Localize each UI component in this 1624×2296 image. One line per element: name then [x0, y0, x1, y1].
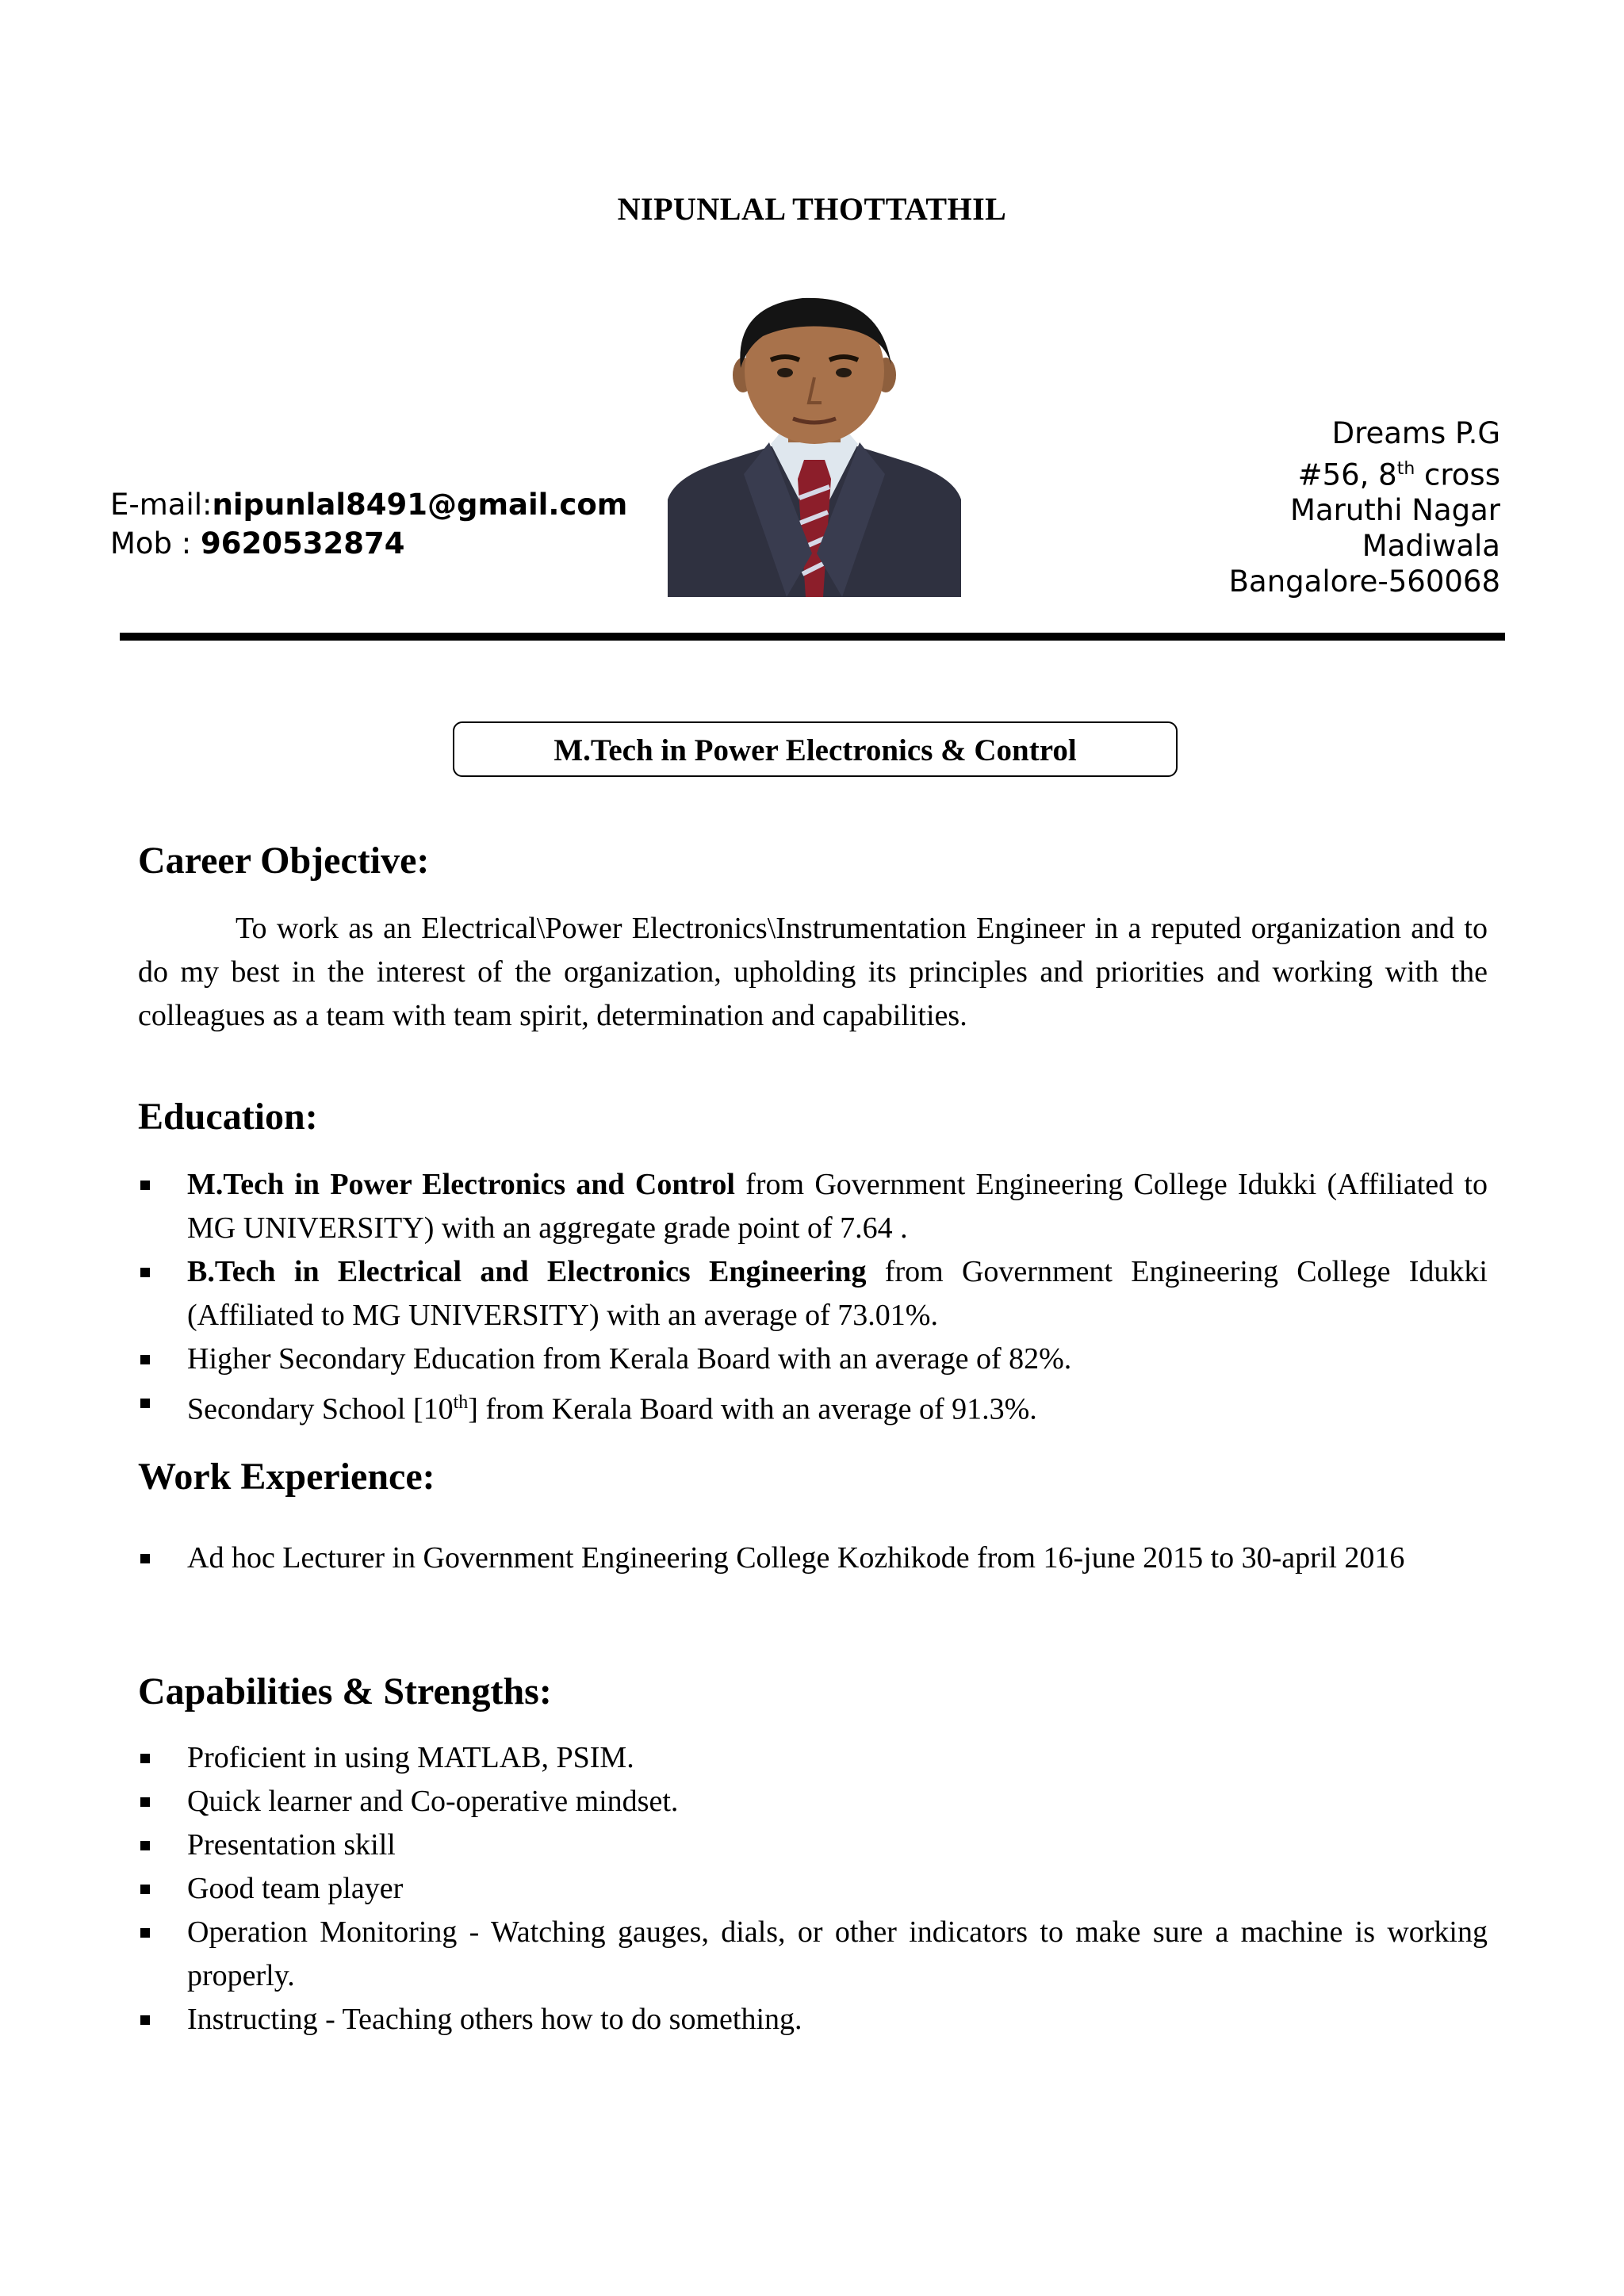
list-item: [138, 1823, 1488, 1867]
career-objective-heading: Career Objective:: [138, 840, 430, 882]
candidate-name: NIPUNLAL THOTTATHIL: [617, 191, 1007, 227]
career-objective-text: To work as an Electrical\Power Electronics\Instrumentation Engineer in a reputed organization and to do my best in the interest of the organization, upholding its principles and priorities and working with the colleagues as a team with team spirit, determination and capabilities.: [138, 912, 1488, 1032]
bullet-square-icon: [140, 2015, 150, 2025]
header-divider: [120, 633, 1505, 641]
education-degree: M.Tech in Power Electronics and Control: [187, 1168, 735, 1201]
mobile-label: Mob :: [110, 526, 201, 561]
list-item: [138, 1381, 1488, 1432]
address-line-2: [1229, 451, 1500, 492]
email-label: E-mail:: [110, 488, 213, 522]
address-line-2-tail: cross: [1415, 457, 1500, 492]
capability-text: Instructing - Teaching others how to do something.: [187, 2003, 802, 2036]
bullet-square-icon: [140, 1355, 150, 1364]
education-detail: from Government Engineering College Idukki (Affiliated to MG UNIVERSITY) with an average of 73.01%.: [187, 1255, 1488, 1332]
bullet-square-icon: [140, 1754, 150, 1763]
address-line-5: Bangalore-560068: [1228, 564, 1500, 599]
list-item: [138, 1163, 1488, 1250]
education-list: [138, 1163, 1488, 1432]
education-detail: Higher Secondary Education from Kerala Board with an average of 82%.: [187, 1342, 1072, 1376]
education-detail-tail: ] from Kerala Board with an average of 91.3%.: [468, 1392, 1037, 1426]
address-line-3: Maruthi Nagar: [1290, 493, 1500, 528]
email-address[interactable]: nipunlal8491@gmail.com: [212, 488, 628, 522]
bullet-square-icon: [140, 1554, 150, 1563]
education-degree: B.Tech in Electrical and Electronics Engineering: [187, 1255, 867, 1288]
capability-text: Proficient in using MATLAB, PSIM.: [187, 1741, 634, 1774]
education-detail: Secondary School [10: [187, 1392, 454, 1426]
capabilities-list: [138, 1736, 1488, 2042]
list-item: [138, 1998, 1488, 2042]
education-detail: from Government Engineering College Idukki (Affiliated to MG UNIVERSITY) with an aggregate grade point of 7.64 .: [187, 1168, 1488, 1245]
work-experience-heading: Work Experience:: [138, 1456, 435, 1498]
work-experience-detail: Ad hoc Lecturer in Government Engineering College Kozhikode from 16-june 2015 to 30-april 2016: [187, 1541, 1405, 1575]
bullet-square-icon: [140, 1181, 150, 1190]
capability-text: Quick learner and Co-operative mindset.: [187, 1785, 679, 1818]
profile-photo: [668, 292, 961, 597]
work-experience-list: [138, 1536, 1488, 1580]
address-line-1: Dreams P.G: [1331, 416, 1500, 450]
bullet-square-icon: [140, 1928, 150, 1938]
capability-text: Good team player: [187, 1872, 404, 1905]
postal-address: [1229, 415, 1500, 599]
capabilities-heading: Capabilities & Strengths:: [138, 1670, 552, 1712]
email-line: [110, 485, 627, 524]
degree-title-box: M.Tech in Power Electronics & Control: [453, 721, 1178, 777]
list-item: [138, 1536, 1488, 1580]
bullet-square-icon: [140, 1797, 150, 1807]
bullet-square-icon: [140, 1399, 150, 1408]
bullet-square-icon: [140, 1268, 150, 1277]
list-item: [138, 1250, 1488, 1337]
contact-block: [110, 485, 627, 563]
capability-text: Operation Monitoring - Watching gauges, dials, or other indicators to make sure a machine is working properly.: [187, 1915, 1488, 1992]
list-item: [138, 1867, 1488, 1911]
address-line-2-main: #56, 8: [1297, 457, 1397, 492]
bullet-square-icon: [140, 1885, 150, 1894]
capability-text: Presentation skill: [187, 1828, 396, 1862]
address-line-2-sup: th: [1396, 459, 1415, 479]
list-item: [138, 1780, 1488, 1823]
list-item: [138, 1337, 1488, 1381]
address-line-4: Madiwala: [1362, 529, 1500, 564]
bullet-square-icon: [140, 1841, 150, 1850]
list-item: [138, 1911, 1488, 1998]
mobile-line: [110, 524, 627, 563]
mobile-number: 9620532874: [201, 526, 405, 561]
list-item: [138, 1736, 1488, 1780]
superscript: th: [453, 1392, 469, 1413]
education-heading: Education:: [138, 1096, 318, 1138]
